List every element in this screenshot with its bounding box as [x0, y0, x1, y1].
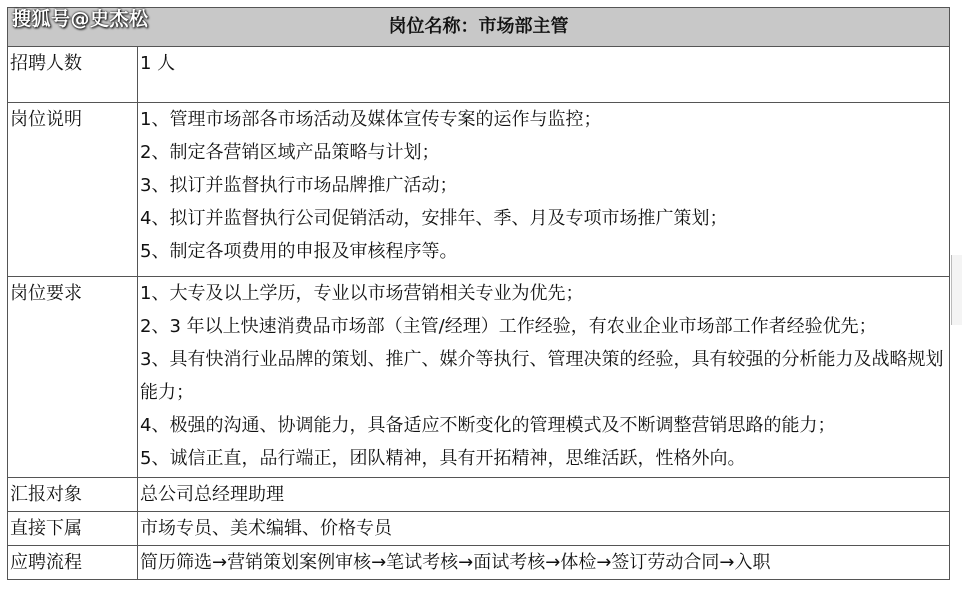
value-line: 总公司总经理助理: [140, 484, 284, 505]
table-row: [8, 512, 950, 546]
value-line: 5、制定各项费用的申报及审核程序等。: [140, 241, 458, 262]
value-line: 简历筛选→营销策划案例审核→笔试考核→面试考核→体检→签订劳动合同→入职: [140, 552, 771, 573]
value-line: 4、拟订并监督执行公司促销活动，安排年、季、月及专项市场推广策划；: [140, 208, 728, 229]
scroll-edge: [951, 255, 962, 325]
watermark: 搜狐号@史杰松: [12, 8, 149, 30]
table-row: [8, 103, 950, 277]
value-line: 2、制定各营销区域产品策略与计划；: [140, 142, 440, 163]
value-line: 1 人: [140, 53, 176, 74]
value-line: 4、极强的沟通、协调能力，具备适应不断变化的管理模式及不断调整营销思路的能力；: [140, 415, 836, 436]
row-label-reports-to: 汇报对象: [8, 478, 138, 512]
value-line: 3、具有快消行业品牌的策划、推广、媒介等执行、管理决策的经验，具有较强的分析能力及战略规划能力；: [140, 349, 944, 403]
job-title-header: 岗位名称：市场部主管: [8, 8, 950, 47]
row-label-requirements: 岗位要求: [8, 277, 138, 478]
row-value-headcount: [138, 47, 950, 103]
row-label-hiring-process: 应聘流程: [8, 546, 138, 580]
job-description-table: [7, 7, 950, 580]
table-row: [8, 277, 950, 478]
row-value-subordinates: [138, 512, 950, 546]
value-line: 2、3 年以上快速消费品市场部（主管/经理）工作经验，有农业企业市场部工作者经验优先；: [140, 316, 877, 337]
row-label-description: 岗位说明: [8, 103, 138, 277]
row-value-description: [138, 103, 950, 277]
table-row: [8, 47, 950, 103]
row-value-reports-to: [138, 478, 950, 512]
value-line: 市场专员、美术编辑、价格专员: [140, 518, 392, 539]
row-value-requirements: [138, 277, 950, 478]
value-line: 1、大专及以上学历，专业以市场营销相关专业为优先；: [140, 283, 584, 304]
row-label-headcount: 招聘人数: [8, 47, 138, 103]
table-row: [8, 478, 950, 512]
value-line: 1、管理市场部各市场活动及媒体宣传专案的运作与监控；: [140, 109, 602, 130]
row-label-subordinates: 直接下属: [8, 512, 138, 546]
value-line: 5、诚信正直，品行端正，团队精神，具有开拓精神，思维活跃，性格外向。: [140, 448, 746, 469]
value-line: 3、拟订并监督执行市场品牌推广活动；: [140, 175, 458, 196]
table-row: [8, 546, 950, 580]
row-value-hiring-process: [138, 546, 950, 580]
